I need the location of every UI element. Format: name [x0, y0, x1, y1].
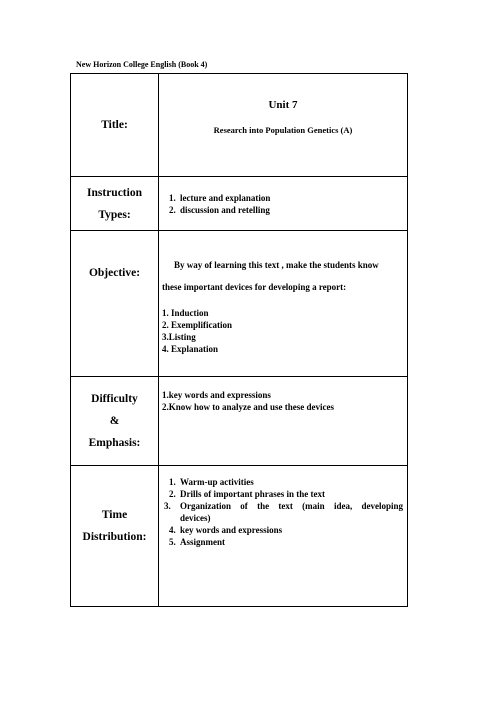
list-item: 2.Know how to analyze and use these devices [162, 402, 335, 412]
instruction-row [71, 177, 408, 231]
unit-subtitle: Research into Population Genetics (A) [213, 125, 353, 135]
list-item: 2. Exemplification [162, 320, 232, 330]
objective-label: Objective: [71, 231, 159, 377]
difficulty-label-line1: Difficulty [91, 393, 138, 405]
list-item: 1. Warm-up activities [178, 476, 403, 488]
time-content [159, 466, 408, 607]
time-row [71, 466, 408, 607]
title-label: Title: [71, 74, 159, 177]
objective-paragraph-line1: By way of learning this text , make the students know [174, 260, 379, 270]
page-header: New Horizon College English (Book 4) [76, 60, 208, 69]
objective-row [71, 231, 408, 377]
time-label [71, 466, 159, 607]
list-item: 2. discussion and retelling [178, 204, 407, 216]
difficulty-label-line2: & [109, 415, 120, 427]
difficulty-content [159, 377, 408, 466]
difficulty-label-line3: Emphasis: [88, 437, 141, 449]
title-content [159, 74, 408, 177]
device-list [162, 307, 404, 355]
objective-paragraph-line2: these important devices for developing a report: [162, 282, 347, 292]
list-item: 3.Listing [162, 332, 196, 342]
difficulty-label [71, 377, 159, 466]
list-item: 1. Induction [162, 308, 209, 318]
list-item: 1.key words and expressions [162, 390, 271, 400]
instruction-list [159, 192, 407, 216]
time-label-line2: Distribution: [82, 531, 147, 543]
time-list [159, 476, 403, 548]
difficulty-row [71, 377, 408, 466]
instruction-content [159, 177, 408, 231]
unit-heading: Unit 7 [268, 99, 298, 111]
list-item: 4. Explanation [162, 344, 219, 354]
list-item: 1. lecture and explanation [178, 192, 407, 204]
title-row [71, 74, 408, 177]
list-item: 4. key words and expressions [178, 524, 403, 536]
list-item: 3. Organization of the text (main idea, developing devices) [178, 500, 403, 524]
list-item: 2. Drills of important phrases in the text [178, 488, 403, 500]
time-label-line1: Time [101, 509, 128, 521]
list-item: 5. Assignment [178, 536, 403, 548]
instruction-label-line1: Instruction [87, 186, 142, 199]
instruction-label-line2: Types: [98, 208, 131, 221]
objective-content [159, 231, 408, 377]
instruction-label [71, 177, 159, 231]
difficulty-list [162, 389, 407, 413]
lesson-plan-table [70, 73, 408, 607]
